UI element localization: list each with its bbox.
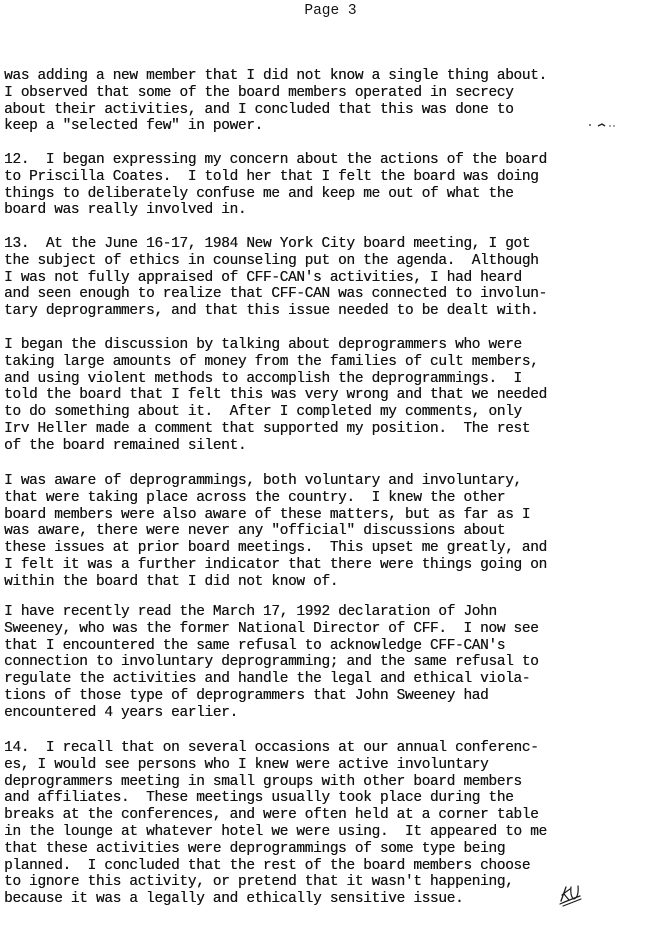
paragraph-14 [4,740,547,908]
text-line: and affiliates. These meetings usually took place during the [4,790,514,807]
text-line: es, I would see persons who I knew were active involuntary [4,756,489,773]
text-line: that these activities were deprogrammings of some type being [4,840,506,857]
text-line: 13. At the June 16-17, 1984 New York City board meeting, I got [4,236,531,252]
text-line: I felt it was a further indicator that there were things going on [4,556,547,573]
text-line: about their activities, and I concluded that this was done to [4,101,514,118]
text-line: to do something about it. After I completed my comments, only [4,404,522,421]
text-line: keep a "selected few" in power. [4,118,263,135]
text-line: that I encountered the same refusal to acknowledge CFF-CAN's [4,637,506,654]
text-line: board members were also aware of these matters, but as far as I [4,506,531,523]
text-line: I was not fully appraised of CFF-CAN's activities, I had heard [4,269,522,286]
text-line: within the board that I did not know of. [4,573,339,590]
text-line: connection to involuntary deprogramming; and the same refusal to [4,654,539,671]
text-line: I observed that some of the board members operated in secrecy [4,84,514,101]
text-line: to Priscilla Coates. I told her that I felt the board was doing [4,168,539,185]
text-line: these issues at prior board meetings. This upset me greatly, and [4,540,547,557]
text-line: was aware, there were never any "official" discussions about [4,523,506,540]
text-line: I was aware of deprogrammings, both voluntary and involuntary, [4,473,522,489]
text-line: in the lounge at whatever hotel we were using. It appeared to me [4,823,547,840]
text-line: board was really involved in. [4,202,247,219]
text-line: 14. I recall that on several occasions at our annual conferenc- [4,740,539,756]
paragraph-12 [4,152,547,219]
text-line: Irv Heller made a comment that supported my position. The rest [4,420,531,437]
text-line: tary deprogrammers, and that this issue needed to be dealt with. [4,303,539,320]
text-line: because it was a legally and ethically sensitive issue. [4,891,464,908]
text-line: deprogrammers meeting in small groups with other board members [4,773,522,790]
text-line: and using violent methods to accomplish the deprogrammings. I [4,370,522,387]
text-line: of the board remained silent. [4,437,247,454]
handwritten-initials-mark [557,883,583,907]
text-line: regulate the activities and handle the legal and ethical viola- [4,671,531,688]
text-line: the subject of ethics in counseling put on the agenda. Although [4,252,539,269]
paragraph-aware [4,473,547,591]
text-line: encountered 4 years earlier. [4,704,238,721]
text-line: that were taking place across the country. I knew the other [4,489,506,506]
page-header: Page 3 [304,3,357,19]
text-line: planned. I concluded that the rest of the board members choose [4,857,531,874]
text-line: things to deliberately confuse me and keep me out of what the [4,185,514,202]
text-line: was adding a new member that I did not know a single thing about. [4,68,547,84]
text-line: to ignore this activity, or pretend that it wasn't happening, [4,874,514,891]
text-line: I began the discussion by talking about deprogrammers who were [4,337,522,353]
text-line: 12. I began expressing my concern about the actions of the board [4,152,547,168]
paragraph-discussion [4,337,547,455]
paragraph-sweeney [4,604,539,722]
scan-speck-mark [588,121,616,129]
text-line: Sweeney, who was the former National Director of CFF. I now see [4,620,539,637]
text-line: taking large amounts of money from the families of cult members, [4,353,539,370]
text-line: breaks at the conferences, and were often held at a corner table [4,807,539,824]
paragraph-continuation [4,68,547,135]
text-line: tions of those type of deprogrammers that John Sweeney had [4,687,489,704]
text-line: told the board that I felt this was very wrong and that we needed [4,387,547,404]
paragraph-13 [4,236,547,320]
text-line: I have recently read the March 17, 1992 declaration of John [4,604,497,620]
text-line: and seen enough to realize that CFF-CAN was connected to involun- [4,286,547,303]
